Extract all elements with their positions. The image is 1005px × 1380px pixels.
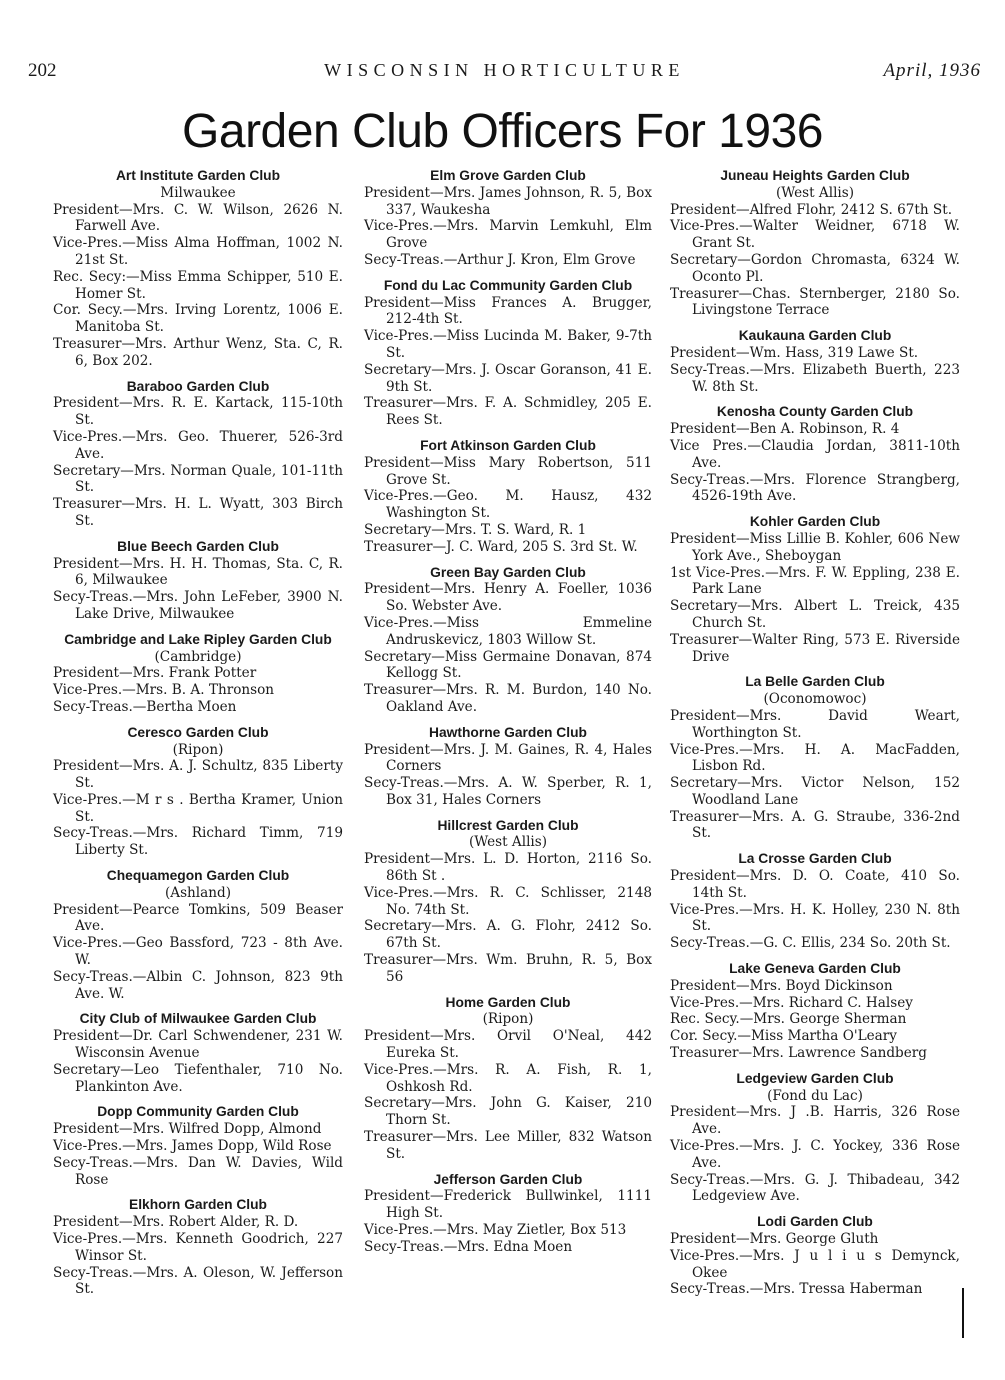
officer-line: Secy-Treas.—Arthur J. Kron, Elm Grove <box>364 251 636 268</box>
officer-line: Cor. Secy.—Miss Martha O'Leary <box>670 1028 897 1045</box>
officer-line: Secy-Treas.—Mrs. Tressa Haberman <box>670 1281 923 1298</box>
officer-line: President—Mrs. Henry A. Foeller, 1036 So. Webster Ave. <box>364 581 652 615</box>
officer-line: President—Mrs. Wilfred Dopp, Almond <box>53 1121 322 1138</box>
column-1 <box>53 168 343 1307</box>
officer-line: President—Wm. Hass, 319 Lawe St. <box>670 344 919 361</box>
officer-line: Secy-Treas.—Mrs. Elizabeth Buerth, 223 W. 8th St. <box>670 361 960 395</box>
officer-line: Secretary—Mrs. Albert L. Treick, 435 Church St. <box>670 598 960 631</box>
club-name: Juneau Heights Garden Club <box>720 168 910 183</box>
club-name: Kenosha County Garden Club <box>716 404 914 420</box>
officer-line: Secy-Treas.—Mrs. John LeFeber, 3900 N. Lake Drive, Milwaukee <box>53 589 343 622</box>
club-entry <box>53 632 343 716</box>
officer-line: President—Miss Lillie B. Kohler, 606 New York Ave., Sheboygan <box>670 530 960 564</box>
officer-line: President—Mrs. Boyd Dickinson <box>670 977 893 994</box>
club-name: Chequamegon Garden Club <box>106 868 290 884</box>
club-location: (West Allis) <box>775 184 855 201</box>
officer-line: President—Mrs. A. J. Schultz, 835 Liberty St. <box>53 758 343 792</box>
officer-line: Secretary—Leo Tiefenthaler, 710 No. Plankinton Ave. <box>53 1061 343 1095</box>
club-name: Dopp Community Garden Club <box>97 1104 299 1120</box>
officer-line: Vice-Pres.—Mrs. Richard C. Halsey <box>670 994 913 1011</box>
officer-line: Vice-Pres.—Mrs. Geo. Thuerer, 526-3rd Ave. <box>53 428 343 462</box>
club-entry <box>670 961 960 1062</box>
club-name: Lake Geneva Garden Club <box>729 961 901 977</box>
club-entry <box>53 725 343 859</box>
officer-line: Secretary—Mrs. John G. Kaiser, 210 Thorn St. <box>364 1095 652 1129</box>
officer-line: Secretary—Mrs. A. G. Flohr, 2412 So. 67th St. <box>364 918 652 952</box>
club-location: Milwaukee <box>160 184 236 201</box>
officer-line: Rec. Secy:—Miss Emma Schipper, 510 E. Homer St. <box>53 268 343 302</box>
club-name: Fond du Lac Community Garden Club <box>383 277 633 293</box>
officer-line: Secretary—Mrs. Victor Nelson, 152 Woodland Lane <box>670 775 960 808</box>
officer-line: Treasurer—Mrs. Wm. Bruhn, R. 5, Box 56 <box>364 952 652 985</box>
officer-line: Vice-Pres.—Miss Emmeline Andruskevicz, 1803 Willow St. <box>364 614 652 648</box>
club-entry <box>670 1214 960 1298</box>
club-name: La Belle Garden Club <box>745 674 885 690</box>
club-entry <box>364 995 652 1163</box>
officer-line: President—Mrs. James Johnson, R. 5, Box 337, Waukesha <box>364 184 652 218</box>
officer-line: Vice-Pres.—Walter Weidner, 6718 W. Grant St. <box>670 218 960 252</box>
officer-line: Secy-Treas.—Mrs. A. Oleson, W. Jefferson St. <box>53 1264 343 1298</box>
officer-line: Vice-Pres.—Miss Alma Hoffman, 1002 N. 21st St. <box>53 235 343 268</box>
officer-line: Secy-Treas.—Bertha Moen <box>53 698 237 715</box>
officer-line: Secretary—Miss Germaine Donavan, 874 Kellogg St. <box>364 648 652 682</box>
officer-line: Vice-Pres.—Mrs. B. A. Thronson <box>53 682 275 699</box>
officer-line: President—Mrs. Frank Potter <box>53 665 257 682</box>
club-entry <box>364 278 652 429</box>
officer-line: Vice Pres.—Claudia Jordan, 3811-10th Ave. <box>670 437 960 471</box>
officer-line: Vice-Pres.—Miss Lucinda M. Baker, 9-7th St. <box>364 328 652 361</box>
officer-line: Secy-Treas.—Mrs. Florence Strangberg, 4526-19th Ave. <box>670 471 960 505</box>
officer-line: Vice-Pres.—Geo Bassford, 723 - 8th Ave. W. <box>53 935 343 969</box>
officer-line: Secy-Treas.—Mrs. Richard Timm, 719 Liberty St. <box>53 825 343 859</box>
club-name: Fort Atkinson Garden Club <box>420 437 596 453</box>
officer-line: Vice-Pres.—Mrs. Kenneth Goodrich, 227 Winsor St. <box>53 1231 343 1264</box>
officer-line: President—Miss Mary Robertson, 511 Grove St. <box>364 454 652 488</box>
officer-line: Treasurer—Mrs. F. A. Schmidley, 205 E. Rees St. <box>364 395 652 429</box>
officer-line: President—Mrs. Robert Alder, R. D. <box>53 1214 299 1231</box>
club-entry <box>364 725 652 809</box>
officer-line: President—Mrs. George Gluth <box>670 1231 879 1248</box>
officer-line: Vice-Pres.—Mrs. H. K. Holley, 230 N. 8th St. <box>670 901 960 935</box>
officer-line: President—Alfred Flohr, 2412 S. 67th St. <box>670 201 953 218</box>
club-location: (Cambridge) <box>154 648 242 665</box>
club-location: (Ripon) <box>172 741 224 758</box>
club-entry <box>53 379 343 530</box>
officer-line: Treasurer—Chas. Sternberger, 2180 So. Livingstone Terrace <box>670 285 960 319</box>
officer-line: Cor. Secy.—Mrs. Irving Lorentz, 1006 E. Manitoba St. <box>53 302 343 336</box>
officer-line: Secretary—Mrs. J. Oscar Goranson, 41 E. 9th St. <box>364 361 652 395</box>
club-entry <box>364 565 652 716</box>
officer-line: Treasurer—Mrs. H. L. Wyatt, 303 Birch St. <box>53 496 343 529</box>
club-entry <box>53 868 343 1002</box>
club-name: Green Bay Garden Club <box>430 564 586 580</box>
club-entry <box>670 168 960 319</box>
officer-line: President—Mrs. Orvil O'Neal, 442 Eureka St. <box>364 1028 652 1062</box>
running-header <box>28 60 981 86</box>
club-name: City Club of Milwaukee Garden Club <box>79 1011 317 1027</box>
officer-line: Vice-Pres.—Mrs. R. A. Fish, R. 1, Oshkosh Rd. <box>364 1061 652 1095</box>
club-entry <box>53 1011 343 1095</box>
club-location: (Ashland) <box>164 884 232 901</box>
club-name: Elkhorn Garden Club <box>129 1197 267 1213</box>
club-name: Lodi Garden Club <box>757 1214 873 1230</box>
officer-line: Vice-Pres.—Mrs. May Zietler, Box 513 <box>364 1222 627 1239</box>
club-entry <box>670 674 960 842</box>
club-entry <box>364 438 652 556</box>
club-name: Baraboo Garden Club <box>126 378 270 394</box>
club-location: (Ripon) <box>482 1011 534 1028</box>
officer-line: Treasurer—Mrs. Lawrence Sandberg <box>670 1045 927 1062</box>
issue-date: April, 1936 <box>883 60 981 81</box>
officer-line: President—Miss Frances A. Brugger, 212-4th St. <box>364 294 652 328</box>
club-name: Hillcrest Garden Club <box>437 817 579 833</box>
officer-line: President—Mrs. L. D. Horton, 2116 So. 86th St . <box>364 851 652 885</box>
club-entry <box>670 1071 960 1205</box>
officer-line: Secretary—Mrs. Norman Quale, 101-11th St. <box>53 462 343 496</box>
officer-line: President—Mrs. R. E. Kartack, 115-10th St. <box>53 395 343 429</box>
officer-line: Vice-Pres.—Mrs. James Dopp, Wild Rose <box>53 1138 332 1155</box>
officer-line: Treasurer—Mrs. Lee Miller, 832 Watson St. <box>364 1129 652 1162</box>
journal-title: WISCONSIN HORTICULTURE <box>324 60 685 80</box>
club-entry <box>364 168 652 269</box>
club-name: Hawthorne Garden Club <box>429 724 587 740</box>
officer-line: President—Mrs. C. W. Wilson, 2626 N. Farwell Ave. <box>53 201 343 235</box>
officer-line: Secy-Treas.—G. C. Ellis, 234 So. 20th St. <box>670 935 951 952</box>
officer-line: Secretary—Gordon Chromasta, 6324 W. Oconto Pl. <box>670 251 960 285</box>
officer-line: Treasurer—Mrs. Arthur Wenz, Sta. C, R. 6, Box 202. <box>53 335 343 369</box>
officer-line: Vice-Pres.—Geo. M. Hausz, 432 Washington St. <box>364 488 652 522</box>
column-end-rule <box>962 1288 964 1338</box>
officer-line: Treasurer—J. C. Ward, 205 S. 3rd St. W. <box>364 538 638 555</box>
club-name: Home Garden Club <box>445 994 571 1010</box>
officer-line: President—Ben A. Robinson, R. 4 <box>670 421 900 438</box>
officer-line: President—Mrs. D. O. Coate, 410 So. 14th St. <box>670 868 960 901</box>
club-entry <box>670 851 960 952</box>
officer-line: Secretary—Mrs. T. S. Ward, R. 1 <box>364 521 587 538</box>
club-entry <box>670 514 960 665</box>
club-name: La Crosse Garden Club <box>738 851 892 867</box>
officer-line: Secy-Treas.—Mrs. G. J. Thibadeau, 342 Ledgeview Ave. <box>670 1171 960 1205</box>
club-name: Cambridge and Lake Ripley Garden Club <box>64 631 332 647</box>
club-entry <box>670 404 960 505</box>
club-name: Kohler Garden Club <box>749 514 881 530</box>
club-entry <box>53 1197 343 1298</box>
officer-line: 1st Vice-Pres.—Mrs. F. W. Eppling, 238 E. Park Lane <box>670 564 960 598</box>
club-entry <box>53 1104 343 1188</box>
club-location: (Oconomowoc) <box>763 691 867 708</box>
officer-line: Vice-Pres.—Mrs. H. A. MacFadden, Lisbon Rd. <box>670 741 960 775</box>
officer-line: Treasurer—Mrs. A. G. Straube, 336-2nd St. <box>670 808 960 842</box>
club-entry <box>364 1172 652 1256</box>
club-entry <box>364 818 652 986</box>
officer-line: Vice-Pres.—Mrs. J u l i u s Demynck, Okee <box>670 1247 960 1281</box>
officer-line: President—Mrs. J. M. Gaines, R. 4, Hales Corners <box>364 741 652 775</box>
club-entry <box>53 539 343 623</box>
officer-line: Rec. Secy.—Mrs. George Sherman <box>670 1011 907 1028</box>
page-title: Garden Club Officers For 1936 <box>182 105 823 158</box>
officer-line: Secy-Treas.—Mrs. Dan W. Davies, Wild Rose <box>53 1154 343 1188</box>
club-name: Blue Beech Garden Club <box>117 538 279 554</box>
officer-line: Vice-Pres.—Mrs. R. C. Schlisser, 2148 No. 74th St. <box>364 884 652 918</box>
club-entry <box>670 328 960 395</box>
officer-line: Secy-Treas.—Mrs. Edna Moen <box>364 1238 573 1255</box>
column-2 <box>364 168 652 1265</box>
officer-line: Vice-Pres.—Mrs. J. C. Yockey, 336 Rose Ave. <box>670 1138 960 1171</box>
club-name: Art Institute Garden Club <box>115 168 281 183</box>
officer-line: President—Mrs. H. H. Thomas, Sta. C, R. 6, Milwaukee <box>53 555 343 589</box>
officer-line: President—Frederick Bullwinkel, 1111 High St. <box>364 1188 652 1222</box>
club-entry <box>53 168 343 370</box>
club-location: (West Allis) <box>468 834 548 851</box>
club-name: Ceresco Garden Club <box>127 724 269 740</box>
officer-line: President—Mrs. David Weart, Worthington St. <box>670 707 960 741</box>
officer-line: Secy-Treas.—Mrs. A. W. Sperber, R. 1, Box 31, Hales Corners <box>364 775 652 808</box>
club-name: Kaukauna Garden Club <box>738 328 892 344</box>
page-number: 202 <box>28 60 57 81</box>
officer-line: Vice-Pres.—M r s . Bertha Kramer, Union St. <box>53 791 343 825</box>
officer-line: President—Dr. Carl Schwendener, 231 W. Wisconsin Avenue <box>53 1028 343 1062</box>
club-name: Elm Grove Garden Club <box>430 168 586 183</box>
column-3 <box>670 168 960 1307</box>
club-location: (Fond du Lac) <box>767 1087 863 1104</box>
officer-line: Secy-Treas.—Albin C. Johnson, 823 9th Ave. W. <box>53 968 343 1002</box>
officer-line: Treasurer—Mrs. R. M. Burdon, 140 No. Oakland Ave. <box>364 682 652 715</box>
club-name: Ledgeview Garden Club <box>736 1070 894 1086</box>
officer-line: President—Pearce Tomkins, 509 Beaser Ave. <box>53 901 343 935</box>
officer-line: President—Mrs. J .B. Harris, 326 Rose Ave. <box>670 1104 960 1138</box>
club-name: Jefferson Garden Club <box>433 1171 583 1187</box>
officer-line: Treasurer—Walter Ring, 573 E. Riverside Drive <box>670 631 960 665</box>
officer-line: Vice-Pres.—Mrs. Marvin Lemkuhl, Elm Grove <box>364 218 652 252</box>
